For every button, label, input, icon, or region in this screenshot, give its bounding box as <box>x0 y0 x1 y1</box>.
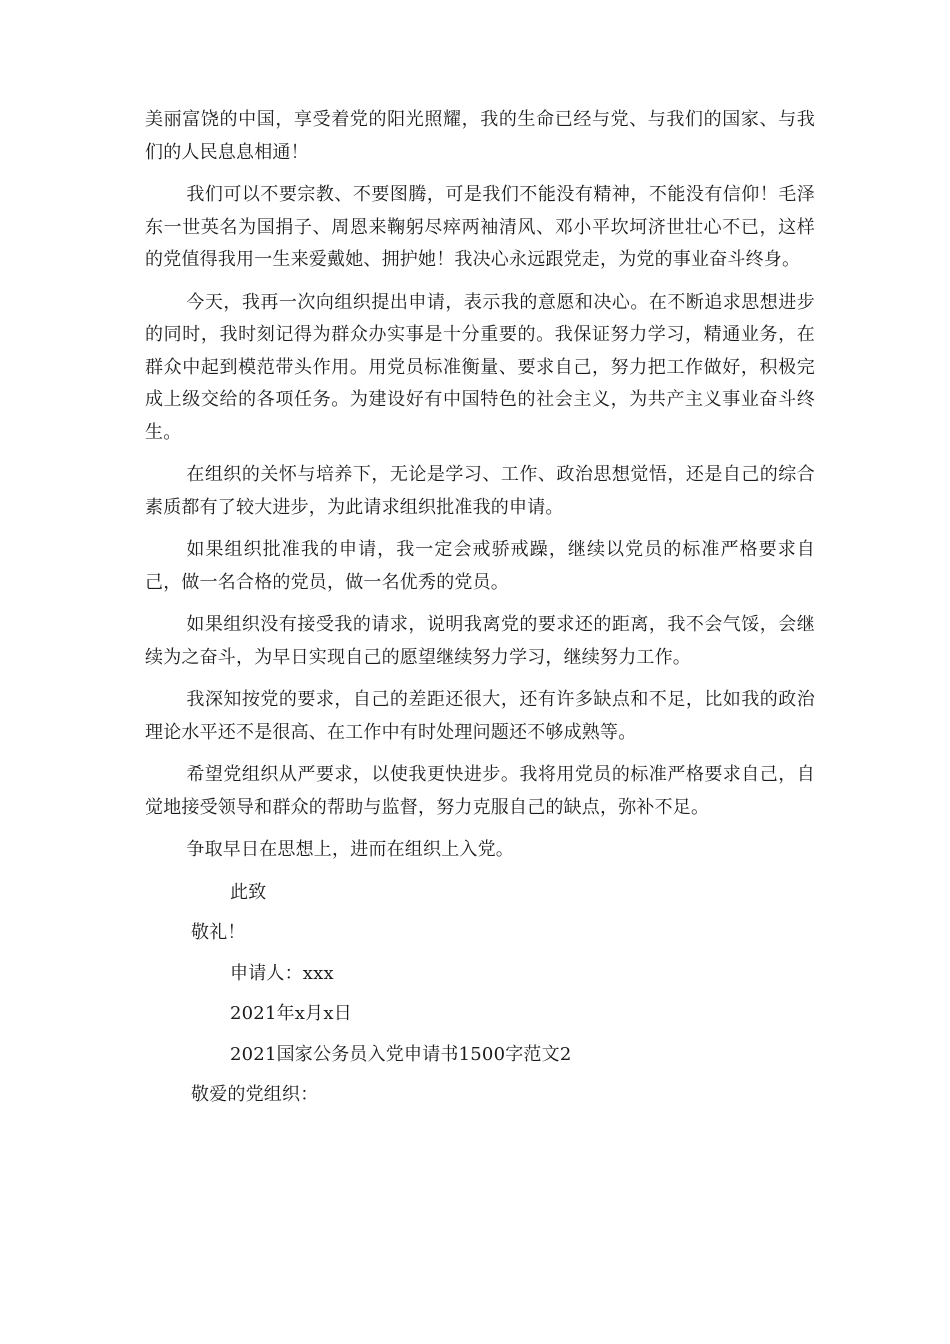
paragraph-progress: 在组织的关怀与培养下，无论是学习、工作、政治思想觉悟，还是自己的综合素质都有了较大进步，为此请求组织批准我的申请。 <box>145 464 815 518</box>
document-page <box>145 104 815 1120</box>
paragraph-strive: 争取早日在思想上，进而在组织上入党。 <box>186 839 514 860</box>
paragraph-shortcomings: 我深知按党的要求，自己的差距还很大，还有许多缺点和不足，比如我的政治理论水平还不是很高、在工作中有时处理问题还不够成熟等。 <box>145 689 815 743</box>
next-section-title: 2021国家公务员入党申请书1500字范文2 <box>230 1043 572 1065</box>
applicant-signature: 申请人：xxx <box>230 962 334 984</box>
next-section-greeting: 敬爱的党组织： <box>191 1084 319 1105</box>
paragraph-hope: 希望党组织从严要求，以使我更快进步。我将用党员的标准严格要求自己，自觉地接受领导和群众的帮助与监督，努力克服自己的缺点，弥补不足。 <box>145 764 815 818</box>
application-date: 2021年x月x日 <box>230 1003 352 1024</box>
paragraph-continuation: 美丽富饶的中国，享受着党的阳光照耀，我的生命已经与党、与我们的国家、与我们的人民息息相通！ <box>145 109 815 163</box>
paragraph-faith: 我们可以不要宗教、不要图腾，可是我们不能没有精神，不能没有信仰！毛泽东一世英名为国捐子、周恩来鞠躬尽瘁两袖清风、邓小平坎坷济世壮心不已，这样的党值得我用一生来爱戴她、拥护她！我决心永远跟党走，为党的事业奋斗终身。 <box>145 184 815 270</box>
paragraph-if-rejected: 如果组织没有接受我的请求，说明我离党的要求还的距离，我不会气馁，会继续为之奋斗，为早日实现自己的愿望继续努力学习，继续努力工作。 <box>145 614 815 668</box>
closing-phrase: 此致 <box>230 881 267 903</box>
paragraph-if-approved: 如果组织批准我的申请，我一定会戒骄戒躁，继续以党员的标准严格要求自己，做一名合格的党员，做一名优秀的党员。 <box>145 539 815 593</box>
salute-phrase: 敬礼！ <box>191 922 246 943</box>
paragraph-application: 今天，我再一次向组织提出申请，表示我的意愿和决心。在不断追求思想进步的同时，我时刻记得为群众办实事是十分重要的。我保证努力学习，精通业务，在群众中起到模范带头作用。用党员标准衡量、要求自己，努力把工作做好，积极完成上级交给的各项任务。为建设好有中国特色的社会主义，为共产主义事业奋斗终生。 <box>145 291 815 443</box>
